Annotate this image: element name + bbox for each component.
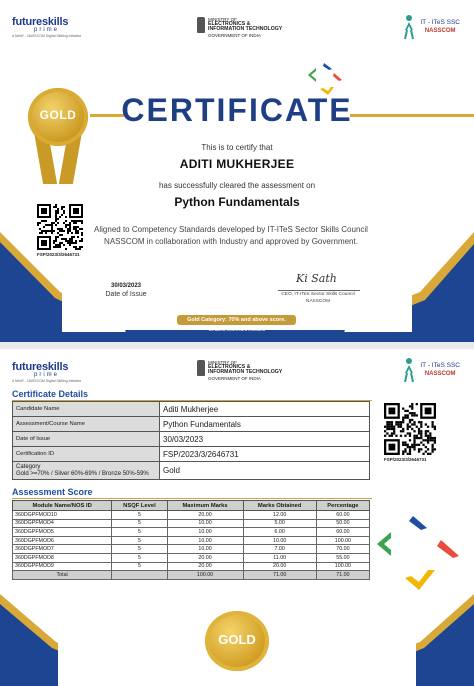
score-cell: 10.00 [167, 536, 243, 545]
issue-date-label: Date of Issue [105, 291, 147, 298]
score-cell: 360DGPFMOD6 [13, 536, 112, 545]
footer-wave-band [0, 232, 474, 342]
detail-value: Python Fundamentals [160, 417, 370, 432]
logo-sub-text: prime [34, 372, 60, 378]
scorecard-note: Detailed Scorecard included [208, 327, 266, 332]
qr-certificate-id: FSP/2023/3/2646731 [384, 457, 427, 462]
score-cell: 20.00 [167, 562, 243, 571]
table-row [13, 553, 370, 562]
ministry-line: MINISTRY OF [208, 17, 237, 22]
total-cell: 100.00 [167, 571, 243, 580]
ministry-line: MINISTRY OF [208, 360, 237, 365]
detail-key: Certification ID [13, 447, 160, 462]
category-value: Gold [160, 462, 370, 480]
nasscom-name: NASSCOM [424, 371, 456, 377]
ssc-nasscom-logo [402, 14, 460, 40]
course-name: Python Fundamentals [174, 195, 300, 209]
score-cell: 10.00 [167, 528, 243, 537]
score-cell: 5 [112, 511, 167, 520]
score-cell: 360DGPFMOD8 [13, 553, 112, 562]
score-cell: 20.00 [167, 511, 243, 520]
score-cell: 20.00 [167, 553, 243, 562]
score-cell: 360DGPFMOD10 [13, 511, 112, 520]
table-row [13, 511, 370, 520]
ministry-line: INFORMATION TECHNOLOGY [208, 369, 283, 376]
ssc-name: IT - ITeS SSC [420, 362, 460, 369]
qr-code[interactable] [384, 403, 436, 455]
ministry-line: INFORMATION TECHNOLOGY [208, 26, 283, 33]
score-cell: 10.00 [167, 519, 243, 528]
gold-medal [205, 611, 269, 671]
section-rule [12, 498, 372, 499]
score-cell: 20.00 [243, 562, 316, 571]
table-header-row [13, 501, 370, 511]
score-cell: 100.00 [316, 562, 369, 571]
total-cell [112, 571, 167, 580]
signature-line [278, 290, 360, 291]
meity-logo [197, 360, 282, 381]
issue-date: 30/03/2023 [110, 283, 142, 289]
score-cell: 5 [112, 536, 167, 545]
column-header: Maximum Marks [167, 501, 243, 511]
category-key [13, 462, 160, 480]
ministry-line: ELECTRONICS & [208, 364, 251, 371]
logo-main-text: futureskills [12, 361, 69, 373]
score-cell: 5 [112, 562, 167, 571]
score-cell: 50.00 [316, 519, 369, 528]
table-row [13, 402, 370, 417]
table-row [13, 462, 370, 480]
detail-value: 30/03/2023 [160, 432, 370, 447]
score-cell: 12.00 [243, 511, 316, 520]
qr-certificate-id: FSP/2023/3/2646731 [37, 252, 80, 257]
score-cell: 5 [112, 545, 167, 554]
score-cell: 11.00 [243, 553, 316, 562]
candidate-name: ADITI MUKHERJEE [179, 157, 295, 171]
column-header: Module Name/NOS ID [13, 501, 112, 511]
table-row [13, 519, 370, 528]
ministry-line: ELECTRONICS & [208, 21, 251, 28]
category-key-title: Category [16, 464, 41, 470]
certificate-details-table [12, 401, 370, 480]
table-row [13, 432, 370, 447]
total-cell: 71.00 [243, 571, 316, 580]
score-cell: 60.00 [316, 511, 369, 520]
table-row [13, 528, 370, 537]
national-emblem-icon [197, 17, 205, 33]
detail-key: Date of Issue [13, 432, 160, 447]
logo-tagline: A MeitY - NASSCOM Digital Skilling Initiative [12, 34, 82, 38]
nasscom-name: NASSCOM [424, 28, 456, 34]
meity-logo [197, 17, 282, 38]
detail-value: FSP/2023/3/2646731 [160, 447, 370, 462]
table-row [13, 417, 370, 432]
total-cell: Total [13, 571, 112, 580]
score-cell: 360DGPFMOD4 [13, 519, 112, 528]
score-cell: 360DGPFMOD5 [13, 528, 112, 537]
certificate-details-heading: Certificate Details [12, 389, 89, 399]
ministry-line: GOVERNMENT OF INDIA [208, 32, 261, 38]
score-cell: 55.00 [316, 553, 369, 562]
score-cell: 7.00 [243, 545, 316, 554]
column-header: NSQF Level [112, 501, 167, 511]
score-cell: 10.00 [243, 536, 316, 545]
certify-text: This is to certify that [201, 143, 273, 152]
ministry-line: GOVERNMENT OF INDIA [208, 375, 261, 381]
score-table-body [13, 511, 370, 580]
certificate-title: CERTIFICATE [121, 92, 353, 128]
score-cell: 360DGPFMOD9 [13, 562, 112, 571]
ssc-nasscom-logo [402, 357, 460, 383]
total-row [13, 571, 370, 580]
ceo-label [268, 292, 368, 305]
ceo-title: CEO, IT-ITeS Sector Skills Council [281, 292, 355, 297]
assessment-score-table [12, 500, 370, 580]
assessment-score-heading: Assessment Score [12, 487, 93, 497]
person-figure-icon [402, 14, 416, 40]
table-row [13, 545, 370, 554]
table-row [13, 447, 370, 462]
futureskills-logo [12, 16, 81, 38]
medal-label: GOLD [218, 632, 256, 647]
qr-code-icon [384, 403, 436, 455]
detail-value: Aditi Mukherjee [160, 402, 370, 417]
score-cell: 6.00 [243, 528, 316, 537]
score-cell: 5.00 [243, 519, 316, 528]
score-cell: 10.00 [167, 545, 243, 554]
gold-category-badge: Gold Category: 70% and above score. [177, 315, 296, 325]
alignment-statement: Aligned to Competency Standards developed by IT-ITeS Sector Skills Council NASSCOM in collaboration with Industry and approved by Government. [94, 225, 368, 246]
category-key-desc: Gold >=70% / Silver 60%-69% / Bronze 50%-59% [16, 470, 149, 477]
total-cell: 71.00 [316, 571, 369, 580]
table-row [13, 536, 370, 545]
score-cell: 100.00 [316, 536, 369, 545]
score-cell: 5 [112, 528, 167, 537]
column-header: Percentage [316, 501, 369, 511]
cleared-text: has successfully cleared the assessment on [158, 181, 316, 190]
score-cell: 5 [112, 553, 167, 562]
logo-main-text: futureskills [12, 16, 69, 28]
score-cell: 360DGPFMOD7 [13, 545, 112, 554]
person-figure-icon [402, 357, 416, 383]
detail-key: Candidate Name [13, 402, 160, 417]
score-cell: 60.00 [316, 528, 369, 537]
table-row [13, 562, 370, 571]
logo-sub-text: prime [34, 27, 60, 33]
ceo-org: NASSCOM [305, 298, 331, 304]
score-cell: 70.00 [316, 545, 369, 554]
logo-tagline: A MeitY - NASSCOM Digital Skilling Initiative [12, 379, 82, 383]
national-emblem-icon [197, 360, 205, 376]
medal-label: GOLD [39, 108, 77, 122]
detail-key: Assessment/Course Name [13, 417, 160, 432]
column-header: Marks Obtained [243, 501, 316, 511]
score-cell: 5 [112, 519, 167, 528]
ssc-name: IT - ITeS SSC [420, 19, 460, 26]
ceo-signature: Ki Sath [296, 272, 337, 285]
futureskills-logo [12, 361, 81, 383]
certificate-page [0, 0, 474, 342]
